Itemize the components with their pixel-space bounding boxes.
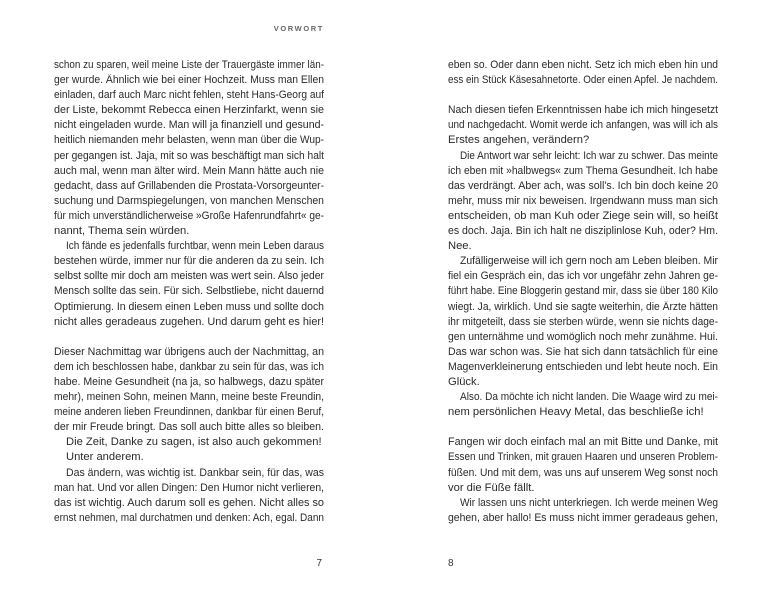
text-line (54, 239, 324, 254)
paragraph (448, 58, 718, 88)
line-text: Nee. (448, 240, 472, 253)
text-line (54, 300, 324, 315)
line-text: nannt, Thema sein würden. (54, 225, 190, 238)
paragraph (54, 450, 324, 465)
text-line (54, 405, 324, 420)
line-text: auch mal, wenn man älter wird. Mein Mann hätte auch nie (54, 164, 324, 177)
text-line (54, 481, 324, 496)
text-line (448, 254, 718, 269)
line-text: gedacht, dass auf Grillabenden die Prostata-Vorsorgeunter- (54, 179, 324, 192)
line-text: der Liste, bekommt Rebecca einen Herzinfarkt, wenn sie (54, 104, 324, 117)
text-line (448, 435, 718, 450)
text-line (54, 390, 324, 405)
line-text: Optimierung. In diesem einen Leben muss und sollte doch (54, 300, 324, 313)
line-text: Fangen wir doch einfach mal an mit Bitte und Danke, mit (448, 436, 718, 449)
line-text: ich eben mit »halbwegs« zum Thema Gesundheit. Ich habe (448, 164, 718, 177)
line-text: Das war schon was. Sie hat sich dann tatsächlich für eine (448, 345, 718, 358)
line-text: Ich fände es jedenfalls furchtbar, wenn mein Leben daraus (66, 240, 324, 253)
line-text: nem persönlichen Heavy Metal, das beschließe ich! (448, 406, 704, 419)
text-line (448, 300, 718, 315)
text-line (448, 179, 718, 194)
line-text: gen unternähme und womöglich noch mehr zunähme. Hui. (448, 330, 718, 343)
line-text: der mir Freude bringt. Das soll auch bitte alles so bleiben. (54, 421, 324, 434)
paragraph (448, 254, 718, 390)
paragraph (448, 390, 718, 420)
line-text: suchung und Darmspiegelungen, von manchen Menschen (54, 194, 324, 207)
line-text: man hat. Und vor allen Dingen: Den Humor nicht verlieren, (54, 481, 324, 494)
text-line (54, 345, 324, 360)
paragraph (54, 345, 324, 436)
line-text: Magenverkleinerung entschieden und lebt heute noch. Ein (448, 360, 718, 373)
right-page (448, 0, 718, 600)
page-body (448, 58, 718, 526)
line-text: fiel ein Gespräch ein, das ich vor ungefähr zehn Jahren ge- (448, 270, 718, 283)
line-text: dem ich beschlossen habe, dankbar zu sein für das, was ich (54, 360, 324, 373)
text-line (448, 481, 718, 496)
text-line (54, 466, 324, 481)
paragraph (54, 466, 324, 526)
line-text: Wir lassen uns nicht unterkriegen. Ich werde meinen Weg (460, 496, 718, 509)
text-line (54, 450, 324, 465)
text-line (448, 194, 718, 209)
line-text: Nach diesen tiefen Erkenntnissen habe ich mich hingesetzt (448, 104, 718, 117)
line-text: bestehen würde, immer nur für die anderen da zu sein. Ich (54, 255, 324, 268)
paragraph (54, 239, 324, 330)
text-line (54, 118, 324, 133)
text-line (448, 239, 718, 254)
running-head: VORWORT (273, 24, 324, 33)
text-line (448, 224, 718, 239)
section-break (54, 330, 324, 345)
text-line (448, 73, 718, 88)
paragraph (54, 435, 324, 450)
text-line (448, 390, 718, 405)
left-page (54, 0, 324, 600)
paragraph (448, 496, 718, 526)
section-break (448, 420, 718, 435)
line-text: für mich unverständlicherweise »Große Hafenrundfahrt« ge- (54, 209, 324, 222)
line-text: Unter anderem. (66, 451, 144, 464)
line-text: das verdrängt. Aber ach, was soll's. Ich bin doch keine 20 (448, 179, 718, 192)
line-text: meine anderen lieben Freundinnen, dankbar für einen Beruf, (54, 406, 324, 419)
page-number: 7 (316, 558, 322, 569)
text-line (54, 420, 324, 435)
line-text: nicht alles geradeaus zugehen. Und darum geht es hier! (54, 315, 324, 328)
text-line (448, 315, 718, 330)
line-text: Erstes angehen, verändern? (448, 134, 590, 147)
text-line (448, 496, 718, 511)
line-text: Die Zeit, Danke zu sagen, ist also auch gekommen! (66, 436, 322, 449)
text-line (448, 466, 718, 481)
line-text: selbst sollte mir doch am meisten was wert sein. Also jeder (54, 270, 324, 283)
line-text: ernst nehmen, mal durchatmen und denken: Ach, egal. Dann (54, 511, 324, 524)
line-text: Zufälligerweise will ich gern noch am Leben bleiben. Mir (460, 255, 718, 268)
text-line (54, 103, 324, 118)
paragraph (448, 435, 718, 495)
line-text: Dieser Nachmittag war übrigens auch der Nachmittag, an (54, 345, 324, 358)
text-line (54, 254, 324, 269)
text-line (54, 315, 324, 330)
text-line (54, 284, 324, 299)
text-line (54, 164, 324, 179)
line-text: eben so. Oder dann eben nicht. Setz ich mich eben hin und (448, 59, 718, 71)
text-line (448, 360, 718, 375)
text-line (448, 103, 718, 118)
paragraph (448, 103, 718, 148)
text-line (54, 179, 324, 194)
line-text: Also. Da möchte ich nicht landen. Die Waage wird zu mei- (460, 391, 718, 404)
paragraph (54, 58, 324, 239)
line-text: habe. Meine Gesundheit (na ja, so halbwegs, dazu später (54, 375, 324, 388)
text-line (448, 133, 718, 148)
text-line (54, 511, 324, 526)
text-line (54, 73, 324, 88)
text-line (54, 133, 324, 148)
text-line (54, 194, 324, 209)
section-break (448, 88, 718, 103)
line-text: führt habe. Eine Bloggerin gestand mir, dass sie über 180 Kilo (448, 285, 718, 298)
line-text: schon zu sparen, weil meine Liste der Trauergäste immer län- (54, 59, 324, 71)
text-line (448, 330, 718, 345)
line-text: einladen, darf auch Marc nicht fehlen, steht Hans-Georg auf (54, 89, 324, 102)
text-line (54, 375, 324, 390)
line-text: Glück. (448, 375, 480, 388)
text-line (448, 345, 718, 360)
text-line (448, 209, 718, 224)
line-text: ihr mitgeteilt, dass sie sterben würde, wenn sie nichts dage- (448, 315, 718, 328)
text-line (54, 88, 324, 103)
text-line (448, 269, 718, 284)
line-text: per gegangen ist. Jaja, mit so was beschäftigt man sich halt (54, 149, 324, 162)
text-line (448, 164, 718, 179)
text-line (54, 224, 324, 239)
line-text: entscheiden, ob man Kuh oder Ziege sein will, so heißt (448, 209, 718, 222)
text-line (448, 450, 718, 465)
text-line (54, 269, 324, 284)
line-text: ger wurde. Ähnlich wie bei einer Hochzeit. Muss man Ellen (54, 74, 324, 87)
line-text: und nachgedacht. Womit werde ich anfangen, was will ich als (448, 119, 718, 132)
line-text: Mensch sollte das sein. Für sich. Selbstliebe, nicht dauernd (54, 285, 324, 298)
line-text: es doch. Jaja. Bin ich halt ne disziplinlose Kuh, oder? Hm. (448, 225, 718, 238)
line-text: ess ein Stück Käsesahnetorte. Oder einen Apfel. Je nachdem. (448, 74, 718, 87)
line-text: gehen, aber hallo! Es muss nicht immer geradeaus gehen, (448, 511, 718, 524)
text-line (54, 58, 324, 73)
text-line (448, 58, 718, 73)
line-text: wiegt. Ja, wirklich. Und sie sagte weiterhin, die Ärzte hätten (448, 300, 718, 313)
line-text: füßen. Und mit dem, was uns auf unserem Weg sonst noch (448, 466, 718, 479)
text-line (54, 435, 324, 450)
line-text: heitlich niemanden mehr belasten, wenn man über die Wup- (54, 134, 324, 147)
line-text: vor die Füße fällt. (448, 481, 535, 494)
page-number: 8 (448, 558, 454, 569)
line-text: mehr), meinen Sohn, meinen Mann, meine beste Freundin, (54, 391, 324, 404)
text-line (448, 375, 718, 390)
line-text: Die Antwort war sehr leicht: Ich war zu schwer. Das meinte (460, 149, 718, 162)
text-line (448, 511, 718, 526)
line-text: nicht eingeladen wurde. Man will ja finanziell und gesund- (54, 119, 324, 132)
text-line (54, 209, 324, 224)
text-line (448, 118, 718, 133)
text-line (54, 360, 324, 375)
page-body (54, 58, 324, 526)
line-text: Essen und Trinken, mit grauen Haaren und unseren Problem- (448, 451, 718, 464)
text-line (54, 149, 324, 164)
text-line (448, 149, 718, 164)
line-text: Das ändern, was wichtig ist. Dankbar sein, für das, was (66, 466, 324, 479)
paragraph (448, 149, 718, 255)
text-line (54, 496, 324, 511)
text-line (448, 405, 718, 420)
line-text: mehr, muss mir nix beweisen. Irgendwann muss man sich (448, 194, 718, 207)
text-line (448, 284, 718, 299)
line-text: das ist wichtig. Auch darum soll es gehen. Nicht alles so (54, 496, 324, 509)
